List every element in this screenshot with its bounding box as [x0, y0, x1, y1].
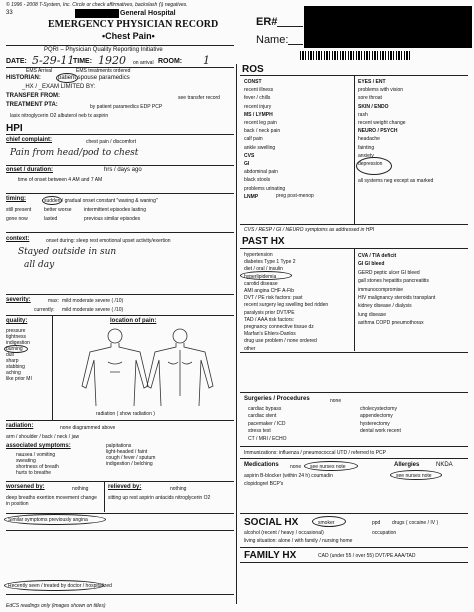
see-transfer[interactable]: see transfer record — [178, 95, 220, 101]
social-drugs[interactable]: drugs ( cocaine / IV ) — [392, 520, 439, 526]
social-ppd[interactable]: ppd — [372, 520, 381, 526]
past-hx-item[interactable]: kidney disease / dialysis — [358, 303, 412, 310]
context-options[interactable]: onset during: sleep rest emotional upset activity/exertion — [46, 238, 171, 244]
ems-reviewed[interactable]: EMS treatments ordered — [76, 68, 131, 74]
surgery-item[interactable]: cardiac bypass — [248, 406, 282, 412]
lnmp-options[interactable]: preg post-menop — [276, 193, 314, 199]
surgery-item[interactable]: hysterectomy — [360, 420, 390, 427]
chief-complaint-label: chief complaint: — [6, 137, 53, 143]
social-living[interactable]: living situation: alone / with family / nursing home — [244, 538, 353, 544]
assoc-item[interactable]: hurts to breathe — [16, 470, 52, 476]
name-label: Name: — [256, 34, 289, 46]
onset-options[interactable]: hrs / days ago — [104, 167, 142, 173]
quality-item[interactable]: burning — [6, 346, 23, 352]
historian-label: HISTORIAN: — [6, 75, 41, 81]
date-label: DATE: — [6, 58, 27, 65]
medications-label: Medications — [244, 462, 279, 468]
similar-circle-mark — [4, 514, 106, 525]
past-hx-item[interactable]: DVT / PE risk factors: past — [244, 295, 303, 302]
timing-label: timing: — [6, 196, 26, 202]
associated-label: associated symptoms: — [6, 443, 71, 449]
quality-item[interactable]: stabbing — [6, 364, 25, 370]
assoc-list-left[interactable] — [16, 452, 59, 476]
allergies-label: Allergies — [394, 462, 420, 468]
past-hx-item[interactable]: carotid disease — [244, 280, 278, 287]
surgery-item[interactable]: cardiac stent — [248, 413, 277, 420]
ros-item[interactable]: back / neck pain — [244, 128, 281, 135]
smoker-circle-mark — [312, 516, 346, 527]
location-label: location of pain: — [110, 318, 157, 324]
social-alcohol[interactable]: alcohol (recent / heavy / occasional) — [244, 530, 324, 536]
quality-item[interactable]: tightness — [6, 334, 27, 340]
ros-item[interactable]: problems with vision — [358, 87, 404, 94]
patient-id-redacted — [304, 6, 472, 48]
form-title: EMERGENCY PHYSICIAN RECORD — [48, 19, 219, 30]
time-value[interactable]: 1920 — [98, 54, 126, 67]
date-value[interactable]: 5-29-11 — [32, 54, 75, 67]
ros-item[interactable]: headache — [358, 136, 380, 143]
hyperlipidemia-circle-mark — [240, 271, 292, 280]
footer-note: EdCS readings only (images shown on titles) — [6, 603, 106, 609]
timing-previous[interactable]: previous similar episodes — [84, 216, 141, 222]
ros-item: MS / LYMPH — [244, 111, 273, 118]
ros-item: EYES / ENT — [358, 79, 386, 85]
surgery-item[interactable]: cholecystectomy — [360, 406, 397, 412]
past-hx-item[interactable]: diet / oral / insulin — [244, 266, 283, 273]
ros-item[interactable]: depression — [358, 161, 383, 168]
family-hx-items[interactable]: CAD (under 55 / over 55) DVT/PE AAA/TAD — [318, 553, 416, 559]
pqri-label: PQRI – Physician Quality Reporting Initiative — [44, 47, 163, 53]
immunizations[interactable]: Immunizations: influenza / pneumococcal UTD / referred to PCP — [244, 450, 387, 456]
assoc-item[interactable]: shortness of breath — [16, 464, 59, 470]
past-hx-left-list[interactable] — [244, 252, 328, 353]
back-head-icon — [173, 329, 187, 343]
past-hx-item[interactable]: diabetes Type 1 Type 2 — [244, 259, 296, 266]
past-hx-right-list[interactable] — [358, 252, 435, 328]
room-value[interactable]: 1 — [203, 54, 210, 67]
severity-max: max: — [48, 298, 59, 304]
severity-label: severity: — [6, 297, 31, 303]
timing-intermittent[interactable]: intermittent episodes lasting — [84, 207, 146, 213]
worsened-nothing[interactable]: nothing — [72, 486, 89, 492]
historian-options[interactable]: patient spouse paramedics — [58, 75, 130, 81]
medications-none[interactable]: none — [290, 464, 302, 470]
radiation-options-2[interactable]: arm / shoulder / back / neck / jaw — [6, 434, 80, 440]
surgery-item[interactable]: appendectomy — [360, 413, 393, 420]
chief-complaint-handwritten[interactable]: Pain from head/pod to chest — [10, 148, 139, 158]
assoc-item[interactable]: sweating — [16, 458, 36, 464]
past-hx-item[interactable]: lung disease — [358, 311, 387, 318]
onset-label: onset / duration: — [6, 167, 53, 173]
timing-still[interactable]: still present — [6, 207, 32, 213]
context-handwritten-2[interactable]: all day — [24, 260, 55, 270]
past-hx-item[interactable]: Marfan's Ehlers-Danlos — [244, 331, 296, 338]
ros-footnote: CVS / RESP / GI / NEURO symptoms as addressed in HPI — [244, 227, 375, 233]
ros-item: NEURO / PSYCH — [358, 128, 398, 135]
ros-item[interactable]: abdominal pain — [244, 169, 278, 176]
meds-circle-mark — [304, 461, 358, 471]
ros-item[interactable]: calf pain — [244, 136, 263, 143]
recently-seen[interactable]: Recently seen / treated by doctor / hospitalized — [8, 583, 112, 589]
recently-circle-mark — [4, 580, 104, 591]
relieved-items[interactable]: sitting up rest aspirin antacids nitroglycerin O2 — [108, 495, 211, 501]
quality-item[interactable]: dull — [6, 352, 14, 358]
front-torso-icon — [82, 343, 148, 406]
relieved-nothing[interactable]: nothing — [170, 486, 187, 492]
front-head-icon — [108, 329, 122, 343]
on-arrival-label[interactable]: on arrival — [133, 60, 154, 66]
quality-label: quality: — [6, 318, 28, 324]
past-hx-item[interactable]: gall stones hepatitis pancreatitis — [358, 278, 429, 285]
ros-left-list[interactable] — [244, 78, 285, 201]
transfer-label: TRANSFER FROM: — [6, 93, 60, 99]
ros-right-list[interactable] — [358, 78, 406, 168]
medications-list-2[interactable]: clopidogrel BCP's — [244, 481, 284, 487]
severity-current-options[interactable]: mild moderate severe ( /10) — [62, 307, 124, 313]
past-hx-title: PAST HX — [242, 236, 285, 247]
treatment-label: TREATMENT PTA: — [6, 102, 58, 108]
severity-max-options[interactable]: mild moderate severe ( /10) — [62, 298, 124, 304]
ros-item[interactable]: recent injury — [244, 103, 272, 110]
sudden-circle-mark — [42, 196, 62, 205]
ros-item[interactable]: sore throat — [358, 95, 382, 102]
assoc-item[interactable]: cough / fever / sputum — [106, 455, 156, 461]
quality-list[interactable] — [6, 328, 32, 382]
timing-gone[interactable]: gone now — [6, 216, 28, 222]
quality-item[interactable]: pressure — [6, 328, 26, 334]
severity-current: currently: — [34, 307, 55, 313]
onset-time[interactable]: time of onset between 4 AM and 7 AM — [18, 177, 103, 183]
timing-lasted[interactable]: lasted — [44, 216, 58, 222]
past-hx-item[interactable]: other — [244, 345, 256, 352]
hospital-name: General Hospital — [120, 10, 176, 17]
radiation-note: radiation ( show radiation ) — [96, 411, 155, 417]
past-hx-item[interactable]: immunocompromise — [358, 286, 404, 293]
assoc-item[interactable]: palpitations — [106, 443, 132, 449]
past-hx-item[interactable]: paralysis prior DVT/PE — [244, 309, 295, 316]
ros-item[interactable]: recent weight change — [358, 120, 406, 127]
past-hx-item[interactable]: drug use problem / none ordered — [244, 338, 317, 345]
quality-item[interactable]: aching — [6, 370, 21, 376]
ros-item: GI — [244, 161, 250, 168]
surgery-item[interactable]: CT / MRI / ECHO — [248, 435, 287, 442]
treatment-meds[interactable]: lasix nitroglycerin O2 albuterol neb tx aspirin — [10, 113, 109, 119]
timing-better-worse[interactable]: better worse — [44, 207, 72, 213]
past-hx-item[interactable]: recent surgery leg swelling bed ridden — [244, 302, 329, 309]
relieved-label: relieved by: — [108, 484, 142, 490]
ros-item: CVS — [244, 152, 255, 159]
timing-options[interactable]: sudden / gradual onset constant "waxing & waning" — [44, 198, 158, 204]
social-hx-label: SOCIAL HX — [244, 517, 299, 528]
surgeries-right-list[interactable] — [360, 406, 401, 436]
er-label: ER# — [256, 16, 278, 28]
body-diagram[interactable] — [70, 326, 220, 408]
ros-title: ROS — [242, 64, 264, 75]
past-hx-item[interactable]: GERD peptic ulcer GI bleed — [358, 269, 420, 276]
worsened-label: worsened by: — [6, 484, 45, 490]
all-systems-negative[interactable]: all systems neg except as marked — [358, 178, 434, 184]
quality-item[interactable]: like prior MI — [6, 376, 32, 382]
redacted-block — [75, 9, 119, 18]
ems-arrival[interactable]: EMS Arrival — [26, 68, 53, 74]
ros-item[interactable]: fever / chills — [244, 95, 271, 102]
room-label: ROOM: — [158, 58, 183, 65]
context-handwritten-1[interactable]: Stayed outside in sun — [18, 247, 117, 257]
anxiety-circle-mark — [356, 157, 392, 175]
worsened-items[interactable]: deep breaths exertion movement change in position — [6, 495, 97, 507]
treatment-options[interactable]: by patient paramedics EDP PCP — [90, 104, 163, 110]
radiation-label: radiation: — [6, 423, 34, 429]
past-hx-item[interactable]: HIV malignancy steroids transplant — [358, 295, 436, 302]
ros-item[interactable]: problems urinating — [244, 185, 286, 192]
context-label: context: — [6, 236, 30, 242]
ros-item[interactable]: black stools — [244, 177, 271, 184]
past-hx-item[interactable]: CVA / TIA deficit — [358, 253, 397, 259]
surgery-item[interactable]: dental work recent — [360, 428, 401, 435]
past-hx-item[interactable]: pregnancy connective tissue dz — [244, 324, 314, 331]
surgeries-left-list[interactable] — [248, 406, 287, 443]
similar-symptoms[interactable]: Similar symptoms previously angina — [8, 517, 88, 523]
past-hx-item[interactable]: hyperlipidemia — [244, 273, 277, 280]
ros-item: CONST — [244, 79, 262, 85]
radiation-options[interactable]: none diagrammed above — [60, 425, 116, 431]
social-occupation[interactable]: occupation — [372, 530, 397, 536]
ros-item[interactable]: fainting — [358, 144, 375, 151]
medications-list[interactable]: aspirin B-blocker (within 24 h) coumadin — [244, 473, 333, 479]
assoc-item[interactable]: nausea / vomiting — [16, 452, 56, 458]
assoc-list-right[interactable] — [106, 443, 155, 467]
page-number: 33 — [6, 10, 13, 16]
assoc-item[interactable]: light-headed / faint — [106, 449, 148, 455]
medications-see-note[interactable]: see nurses note — [310, 464, 346, 470]
copyright-line: © 1996 - 2008 T-System, Inc. Circle or check affirmatives, backslash (\) negatives. — [6, 2, 188, 8]
allergies-nkda[interactable]: NKDA — [436, 462, 453, 468]
hx-limited[interactable]: _HX / _EXAM LIMITED BY: — [22, 84, 96, 90]
chief-complaint-option[interactable]: chest pain / discomfort — [86, 139, 137, 145]
past-hx-item[interactable]: asthma COPD pneumothorax — [358, 320, 424, 327]
past-hx-item[interactable]: AMI angina CHF A-Fib — [244, 288, 295, 295]
ros-item[interactable]: recent illness — [244, 87, 274, 94]
barcode — [300, 51, 410, 60]
patient-circle-mark — [56, 73, 78, 83]
quality-item[interactable]: sharp — [6, 358, 19, 364]
quality-item[interactable]: indigestion — [6, 340, 30, 346]
surgeries-label: Surgeries / Procedures — [244, 396, 310, 402]
allergies-circle-mark — [390, 470, 442, 480]
allergies-see-note[interactable]: see nurses note — [396, 473, 432, 479]
time-label: TIME: — [73, 58, 93, 65]
burning-circle-mark — [4, 345, 28, 353]
past-hx-item[interactable]: hypertension — [244, 252, 273, 258]
surgeries-none[interactable]: none — [330, 398, 342, 404]
ros-item[interactable]: ankle swelling — [244, 144, 276, 151]
ros-item[interactable]: anxiety — [358, 152, 374, 159]
ros-item[interactable]: LNMP — [244, 193, 259, 200]
surgery-item[interactable]: pacemaker / ICD — [248, 420, 286, 427]
past-hx-item[interactable]: TAD / AAA risk factors: — [244, 316, 295, 323]
ros-item[interactable]: rash — [358, 111, 368, 118]
ros-item: SKIN / ENDO — [358, 103, 389, 110]
social-smoker[interactable]: smoker — [318, 520, 335, 526]
surgery-item[interactable]: stress test — [248, 428, 271, 435]
assoc-item[interactable]: indigestion / belching — [106, 461, 153, 467]
family-hx-label: FAMILY HX — [244, 550, 297, 561]
ros-item[interactable]: recent leg pain — [244, 120, 277, 127]
form-subtitle: •Chest Pain• — [102, 31, 155, 41]
past-hx-item[interactable]: GI GI bleed — [358, 261, 385, 268]
hpi-title: HPI — [6, 123, 23, 134]
